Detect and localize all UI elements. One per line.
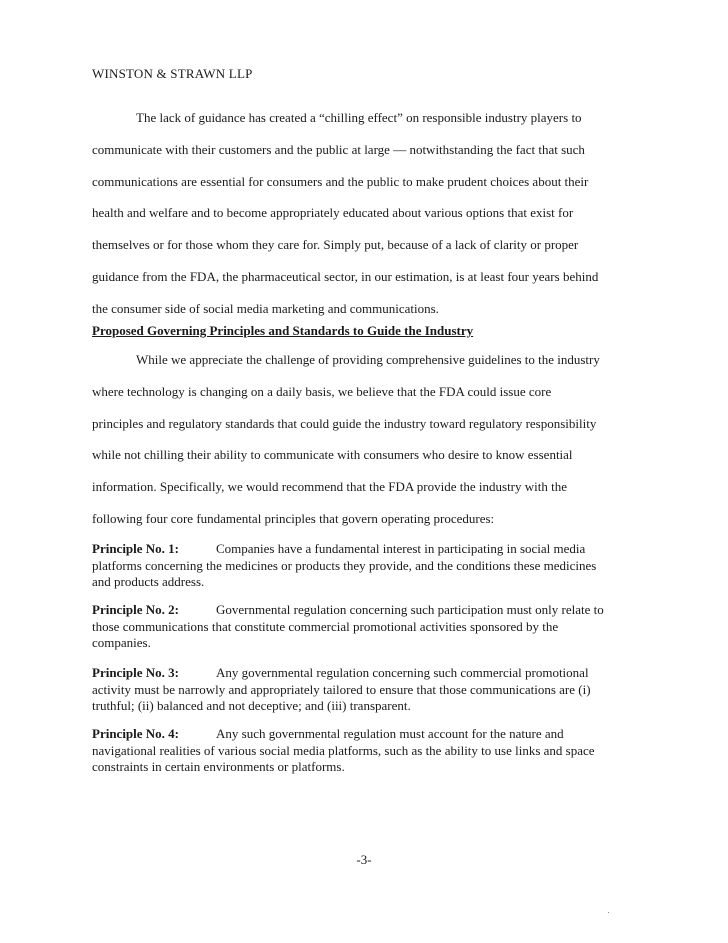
principle-label: Principle No. 1: (92, 541, 180, 556)
principle-text: Any governmental regulation concerning such commercial promotional (216, 665, 589, 680)
principle-2 (92, 602, 632, 652)
paragraph-line: While we appreciate the challenge of providing comprehensive guidelines to the industry (136, 352, 600, 367)
principle-text: activity must be narrowly and appropriately tailored to ensure that those communications are (i) (92, 681, 591, 697)
principle-text: Any such governmental regulation must account for the nature and (216, 726, 564, 741)
paragraph-line: health and welfare and to become appropriately educated about various options that exist for (92, 205, 574, 221)
principle-text: platforms concerning the medicines or products they provide, and the conditions these medicines (92, 557, 597, 573)
paragraph-line: the consumer side of social media marketing and communications. (92, 300, 439, 316)
principle-text: truthful; (ii) balanced and not deceptive; and (iii) transparent. (92, 698, 411, 713)
paragraph-line: principles and regulatory standards that could guide the industry toward regulatory responsibility (92, 415, 597, 431)
scan-speck (608, 912, 609, 913)
principle-label: Principle No. 2: (92, 602, 180, 617)
principle-4 (92, 726, 632, 776)
paragraph-line: communications are essential for consumers and the public to make prudent choices about their (92, 173, 589, 189)
paragraph-line: themselves or for those whom they care for. Simply put, because of a lack of clarity or proper (92, 237, 579, 253)
principle-label: Principle No. 3: (92, 665, 180, 680)
principle-text: constraints in certain environments or platforms. (92, 759, 345, 774)
principle-text: Companies have a fundamental interest in participating in social media (216, 541, 586, 556)
paragraph-line: The lack of guidance has created a “chilling effect” on responsible industry players to (136, 110, 582, 125)
page-number: -3- (356, 852, 372, 867)
principle-text: companies. (92, 635, 151, 650)
principle-1 (92, 541, 632, 591)
paragraph-chilling-effect (92, 102, 632, 325)
principle-3 (92, 665, 632, 715)
paragraph-recommendation (92, 344, 632, 535)
paragraph-line: following four core fundamental principles that govern operating procedures: (92, 510, 495, 526)
principle-label: Principle No. 4: (92, 726, 180, 741)
paragraph-line: information. Specifically, we would recommend that the FDA provide the industry with the (92, 479, 568, 495)
paragraph-line: communicate with their customers and the public at large — notwithstanding the fact that such (92, 141, 585, 157)
paragraph-line: guidance from the FDA, the pharmaceutical sector, in our estimation, is at least four years behind (92, 268, 599, 284)
principle-text: navigational realities of various social media platforms, such as the ability to use links and space (92, 742, 595, 758)
principle-text: and products address. (92, 574, 205, 589)
paragraph-line: while not chilling their ability to communicate with consumers who desire to know essential (92, 447, 573, 463)
firm-header: WINSTON & STRAWN LLP (92, 66, 253, 81)
section-heading: Proposed Governing Principles and Standards to Guide the Industry (92, 323, 474, 338)
principle-text: Governmental regulation concerning such participation must only relate to (216, 602, 604, 617)
paragraph-line: where technology is changing on a daily basis, we believe that the FDA could issue core (92, 383, 552, 399)
principle-text: those communications that constitute commercial promotional activities sponsored by the (92, 618, 559, 634)
